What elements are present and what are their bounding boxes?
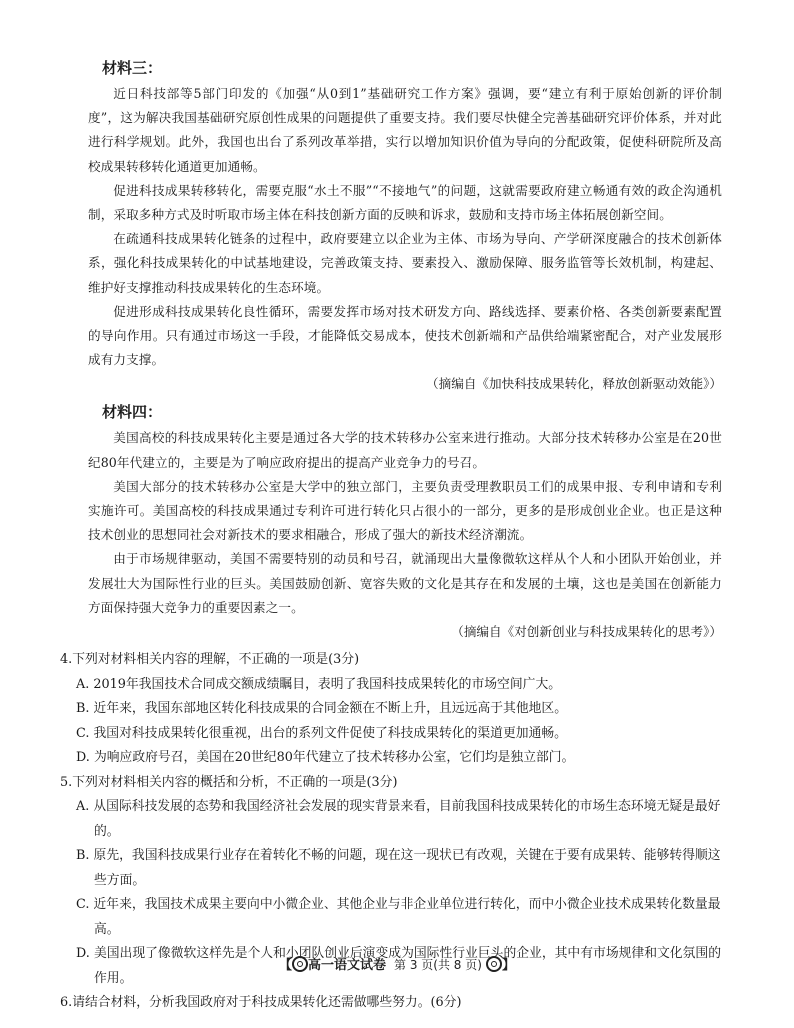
material-4-paragraph: 由于市场规律驱动，美国不需要特别的动员和号召，就涌现出大量像微软这样从个人和小团队开始创业，并发展壮大为国际性行业的巨头。美国鼓励创新、宽容失败的文化是其存在和发展的土壤，这也是美国在创新能力方面保持强大竞争力的重要因素之一。 [88, 551, 722, 615]
material-3-title: 材料三： [102, 59, 163, 77]
exam-logo-icon [292, 956, 308, 972]
material-3-paragraph: 近日科技部等5部门印发的《加强“从0到1”基础研究工作方案》强调，要“建立有利于原始创新的评价制度”，这为解决我国基础研究原创性成果的问题提供了重要支持。我们要尽快健全完善基础研究评价体系，并对此进行科学规划。此外，我国也出台了系列改革举措，实行以增加知识价值为导向的分配政策，促使科研院所及高校成果转移转化通道更加通畅。 [88, 86, 722, 174]
question-option: C. 我国对科技成果转化很重视，出台的系列文件促使了科技成果转化的渠道更加通畅。 [76, 725, 567, 741]
question-option: A. 从国际科技发展的态势和我国经济社会发展的现实背景来看，目前我国科技成果转化的市场生态环境无疑是最好的。 [76, 799, 721, 839]
material-4-title: 材料四： [102, 403, 163, 422]
question-stem: 4.下列对材料相关内容的理解，不正确的一项是(3分) [60, 652, 360, 668]
footer-bracket-right: 】 [501, 958, 515, 973]
question-option: A. 2019年我国技术合同成交额成绩瞩目，表明了我国科技成果转化的市场空间广大。 [76, 676, 562, 692]
material-4-paragraph: 美国高校的科技成果转化主要是通过各大学的技术转移办公室来进行推动。大部分技术转移办公室是在20世纪80年代建立的，主要是为了响应政府提出的提高产业竞争力的号召。 [88, 430, 722, 470]
question-option: D. 美国出现了像微软这样先是个人和小团队创业后演变成为国际性行业巨头的企业，其中有市场规律和文化氛围的作用。 [76, 946, 721, 986]
question-option: B. 原先，我国科技成果行业存在着转化不畅的问题，现在这一现状已有改观，关键在于要有成果转、能够转得顺这些方面。 [76, 848, 721, 888]
footer-bracket-left: 【 [279, 958, 293, 973]
question-6 [60, 991, 722, 1016]
material-4-section [88, 400, 722, 644]
material-3-source: （摘编自《加快科技成果转化，释放创新驱动效能》） [426, 376, 722, 392]
question-option: B. 近年来，我国东部地区转化科技成果的合同金额在不断上升，且远远高于其他地区。 [76, 701, 568, 717]
page-footer [0, 954, 794, 973]
exam-logo-icon [486, 956, 502, 972]
material-3-paragraph: 促进科技成果转移转化，需要克服“水土不服”“不接地气”的问题，这就需要政府建立畅通有效的政企沟通机制，采取多种方式及时听取市场主体在科技创新方面的反映和诉求，鼓励和支持市场主体拓展创新空间。 [88, 182, 722, 223]
material-3-paragraph: 促进形成科技成果转化良性循环，需要发挥市场对技术研发方向、路线选择、要素价格、各类创新要素配置的导向作用。只有通过市场这一手段，才能降低交易成本，使技术创新端和产品供给端紧密配合，对产业发展形成有力支撑。 [88, 303, 722, 368]
material-3-paragraph: 在疏通科技成果转化链条的过程中，政府要建立以企业为主体、市场为导向、产学研深度融合的技术创新体系，强化科技成果转化的中试基地建设，完善政策支持、要素投入、激励保障、服务监管等长效机制，构建起、维护好支撑推动科技成果转化的生态环境。 [88, 231, 722, 295]
material-3-section [88, 56, 722, 396]
question-4 [60, 648, 722, 771]
material-4-source: （摘编自《对创新创业与科技成果转化的思考》） [451, 624, 722, 640]
question-option: D. 为响应政府号召，美国在20世纪80年代建立了技术转移办公室，它们均是独立部门。 [76, 750, 575, 766]
footer-page-number: 第 3 页(共 8 页) [394, 958, 482, 972]
material-4-paragraph: 美国大部分的技术转移办公室是大学中的独立部门，主要负责受理教职员工们的成果申报、专利申请和专利实施许可。美国高校的科技成果通过专利许可进行转化只占很小的一部分，更多的是形成创业企业。也正是这种技术创业的思想同社会对新技术的要求相融合，形成了强大的新技术经济潮流。 [88, 478, 722, 543]
question-stem: 6.请结合材料，分析我国政府对于科技成果转化还需做哪些努力。(6分) [60, 995, 462, 1011]
footer-label: 高一语文试卷 [308, 958, 387, 973]
question-stem: 5.下列对材料相关内容的概括和分析，不正确的一项是(3分) [60, 774, 398, 790]
question-option: C. 近年来，我国技术成果主要向中小微企业、其他企业与非企业单位进行转化，而中小微企业技术成果转化数量最高。 [76, 897, 721, 937]
